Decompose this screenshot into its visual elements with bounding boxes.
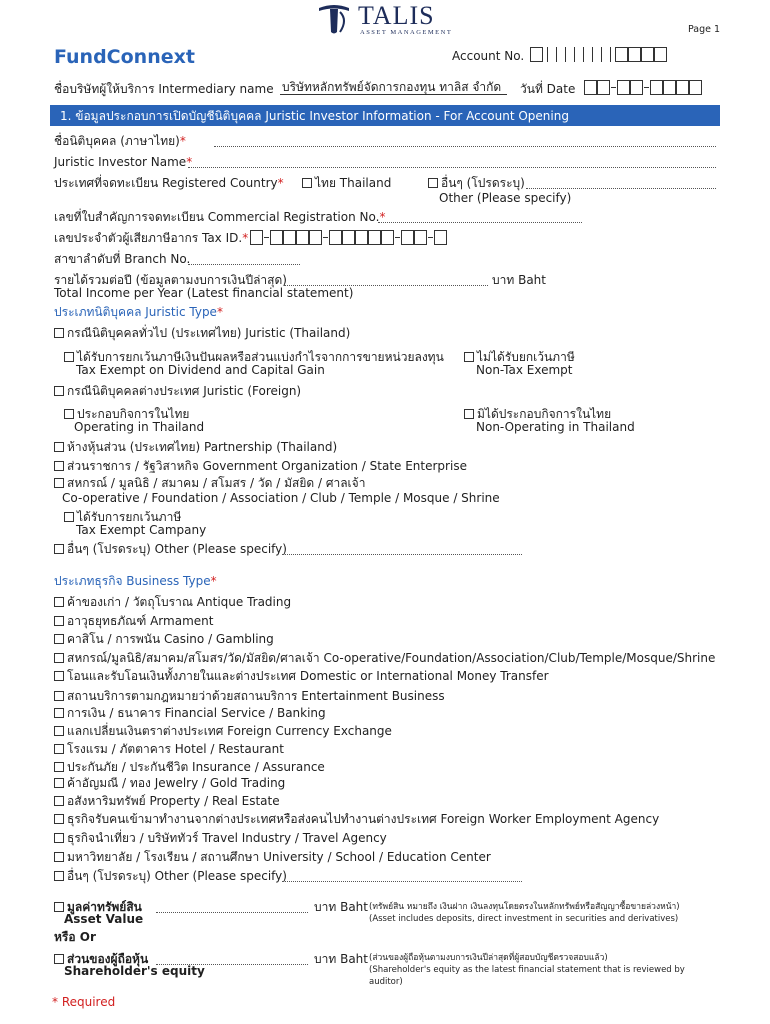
asset-note-en: (Asset includes deposits, direct investment in securities and derivatives) xyxy=(369,914,679,924)
income-th-label: รายได้รวมต่อปี (ข้อมูลตามงบการเงินปีล่าสุด) xyxy=(54,273,287,287)
business-type-title: ประเภทธุรกิจ Business Type* xyxy=(54,574,217,588)
operating-option[interactable]: ประกอบกิจการในไทย xyxy=(64,407,189,421)
business-type-option[interactable] xyxy=(54,812,659,826)
checkbox-icon[interactable] xyxy=(54,616,64,626)
checkbox-icon[interactable] xyxy=(54,691,64,701)
reg-no-input[interactable] xyxy=(378,212,582,223)
logo-text: TALIS xyxy=(358,1,435,30)
business-type-label: คาสิโน / การพนัน Casino / Gambling xyxy=(67,632,274,646)
account-label: Account No. xyxy=(452,49,525,63)
business-type-option[interactable] xyxy=(54,850,491,864)
business-type-option[interactable] xyxy=(54,724,392,738)
government-option[interactable]: ส่วนราชการ / รัฐวิสาหกิจ Government Organization / State Enterprise xyxy=(54,459,467,473)
country-other-input[interactable] xyxy=(526,178,716,189)
reg-no-label: เลขที่ใบสำคัญการจดทะเบียน Commercial Registration No.* xyxy=(54,210,386,224)
checkbox-icon[interactable] xyxy=(54,744,64,754)
equity-note-th: (ส่วนของผู้ถือหุ้นตามงบการเงินปีล่าสุดที่ผู้สอบบัญชีตรวจสอบแล้ว) xyxy=(369,953,608,963)
logo-subtext: ASSET MANAGEMENT xyxy=(360,29,453,36)
name-th-input[interactable] xyxy=(214,136,716,147)
checkbox-icon[interactable] xyxy=(54,778,64,788)
business-other-input[interactable] xyxy=(282,871,522,882)
checkbox-icon[interactable] xyxy=(54,762,64,772)
cooperative-option[interactable]: สหกรณ์ / มูลนิธิ / สมาคม / สโมสร / วัด / มัสยิด / ศาลเจ้า xyxy=(54,476,365,490)
intermediary-label: ชื่อบริษัทผู้ให้บริการ Intermediary name xyxy=(54,82,274,96)
business-type-option[interactable] xyxy=(54,689,445,703)
business-type-option[interactable] xyxy=(54,869,287,883)
non-tax-exempt-option[interactable]: ไม่ได้รับยกเว้นภาษี xyxy=(464,350,575,364)
asset-unit: บาท Baht xyxy=(314,900,368,914)
asset-en: Asset Value xyxy=(64,912,144,926)
business-type-option[interactable] xyxy=(54,632,274,646)
asset-note-th: (ทรัพย์สิน หมายถึง เงินฝาก เงินลงทุนโดยตรงในหลักทรัพย์หรือสัญญาซื้อขายล่วงหน้า) xyxy=(369,902,680,912)
business-type-label: ค้าอัญมณี / ทอง Jewelry / Gold Trading xyxy=(67,776,286,790)
page-number: Page 1 xyxy=(688,24,721,35)
income-en-label: Total Income per Year (Latest financial statement) xyxy=(54,286,354,300)
business-type-option[interactable] xyxy=(54,651,715,665)
business-type-option[interactable] xyxy=(54,669,549,683)
checkbox-icon[interactable] xyxy=(54,796,64,806)
business-type-option[interactable] xyxy=(54,831,387,845)
name-en-label: Juristic Investor Name* xyxy=(54,155,193,169)
asset-option[interactable]: มูลค่าทรัพย์สิน xyxy=(54,900,142,914)
business-type-label: โรงแรม / ภัตตาคาร Hotel / Restaurant xyxy=(67,742,284,756)
tax-exempt-company-en: Tax Exempt Campany xyxy=(76,523,207,537)
checkbox-icon[interactable] xyxy=(54,708,64,718)
country-thailand-option[interactable]: ไทย Thailand xyxy=(302,176,391,190)
cooperative-en: Co-operative / Foundation / Association / Club / Temple / Mosque / Shrine xyxy=(62,491,500,505)
intermediary-value[interactable]: บริษัทหลักทรัพย์จัดการกองทุน ทาลิส จำกัด xyxy=(280,80,507,95)
checkbox-icon[interactable] xyxy=(54,653,64,663)
equity-note-en2: auditor) xyxy=(369,977,403,987)
business-type-option[interactable] xyxy=(54,776,285,790)
juristic-other-input[interactable] xyxy=(282,544,522,555)
juristic-foreign-option[interactable]: กรณีนิติบุคคลต่างประเทศ Juristic (Foreign) xyxy=(54,384,301,398)
business-type-label: ธุรกิจนำเที่ยว / บริษัททัวร์ Travel Industry / Travel Agency xyxy=(67,831,387,845)
juristic-thai-option[interactable]: กรณีนิติบุคคลทั่วไป (ประเทศไทย) Juristic (Thailand) xyxy=(54,326,350,340)
business-type-label: การเงิน / ธนาคาร Financial Service / Banking xyxy=(67,706,326,720)
juristic-type-title: ประเภทนิติบุคคล Juristic Type* xyxy=(54,305,223,319)
business-type-option[interactable] xyxy=(54,760,325,774)
branch-label: สาขาลำดับที่ Branch No. xyxy=(54,252,191,266)
business-type-label: ประกันภัย / ประกันชีวิต Insurance / Assurance xyxy=(67,760,325,774)
page-title: FundConnext xyxy=(54,46,195,68)
juristic-other-option[interactable]: อื่นๆ (โปรดระบุ) Other (Please specify) xyxy=(54,542,287,556)
date-field[interactable] xyxy=(584,77,702,96)
checkbox-icon[interactable] xyxy=(54,634,64,644)
or-label: หรือ Or xyxy=(54,930,96,944)
checkbox-icon[interactable] xyxy=(54,671,64,681)
country-label: ประเทศที่จดทะเบียน Registered Country* xyxy=(54,176,284,190)
asset-input[interactable] xyxy=(156,902,308,913)
equity-en: Shareholder's equity xyxy=(64,964,205,978)
country-other-en: Other (Please specify) xyxy=(439,191,572,205)
business-type-label: สหกรณ์/มูลนิธิ/สมาคม/สโมสร/วัด/มัสยิด/ศาลเจ้า Co-operative/Foundation/Association/Club/Temple/Mosque/Shrine xyxy=(67,651,716,665)
business-type-label: มหาวิทยาลัย / โรงเรียน / สถานศึกษา University / School / Education Center xyxy=(67,850,491,864)
equity-unit: บาท Baht xyxy=(314,952,368,966)
business-type-option[interactable] xyxy=(54,794,280,808)
non-operating-option[interactable]: มิได้ประกอบกิจการในไทย xyxy=(464,407,611,421)
tax-exempt-en: Tax Exempt on Dividend and Capital Gain xyxy=(76,363,325,377)
talis-logo xyxy=(316,1,453,38)
business-type-option[interactable] xyxy=(54,706,326,720)
checkbox-icon[interactable] xyxy=(54,833,64,843)
tax-id-field[interactable] xyxy=(250,227,447,246)
income-input[interactable] xyxy=(284,275,488,286)
business-type-label: อสังหาริมทรัพย์ Property / Real Estate xyxy=(67,794,280,808)
section-title: 1. ข้อมูลประกอบการเปิดบัญชีนิติบุคคล Juristic Investor Information - For Account Opening xyxy=(60,109,569,123)
business-type-option[interactable] xyxy=(54,742,284,756)
country-other-option[interactable]: อื่นๆ (โปรดระบุ) xyxy=(428,176,525,190)
partnership-option[interactable]: ห้างหุ้นส่วน (ประเทศไทย) Partnership (Thailand) xyxy=(54,440,337,454)
equity-option[interactable]: ส่วนของผู้ถือหุ้น xyxy=(54,952,148,966)
talis-logo-icon xyxy=(316,2,352,36)
tax-exempt-company-option[interactable]: ได้รับการยกเว้นภาษี xyxy=(64,510,181,524)
name-th-label: ชื่อนิติบุคคล (ภาษาไทย)* xyxy=(54,134,186,148)
business-type-label: อาวุธยุทธภัณฑ์ Armament xyxy=(67,614,214,628)
business-type-option[interactable] xyxy=(54,614,213,628)
checkbox-icon[interactable] xyxy=(54,852,64,862)
required-footnote: * Required xyxy=(52,995,116,1009)
business-type-label: แลกเปลี่ยนเงินตราต่างประเทศ Foreign Currency Exchange xyxy=(67,724,392,738)
date-label: วันที่ Date xyxy=(520,82,576,96)
business-type-label: ค้าของเก่า / วัตถุโบราณ Antique Trading xyxy=(67,595,292,609)
account-number-field[interactable] xyxy=(530,44,667,62)
checkbox-icon[interactable] xyxy=(54,726,64,736)
checkbox-icon[interactable] xyxy=(54,597,64,607)
checkbox-icon[interactable] xyxy=(54,871,64,881)
non-tax-exempt-en: Non-Tax Exempt xyxy=(476,363,573,377)
business-type-label: สถานบริการตามกฎหมายว่าด้วยสถานบริการ Entertainment Business xyxy=(67,689,445,703)
non-operating-en: Non-Operating in Thailand xyxy=(476,420,635,434)
business-type-label: อื่นๆ (โปรดระบุ) Other (Please specify) xyxy=(67,869,287,883)
tax-id-label: เลขประจำตัวผู้เสียภาษีอากร Tax ID.* xyxy=(54,231,249,245)
name-en-input[interactable] xyxy=(188,157,716,168)
business-type-label: โอนและรับโอนเงินทั้งภายในและต่างประเทศ Domestic or International Money Transfer xyxy=(67,669,549,683)
branch-input[interactable] xyxy=(188,254,300,265)
income-unit: บาท Baht xyxy=(492,273,546,287)
business-type-option[interactable] xyxy=(54,595,291,609)
tax-exempt-option[interactable]: ได้รับการยกเว้นภาษีเงินปันผลหรือส่วนแบ่งกำไรจากการขายหน่วยลงทุน xyxy=(64,350,444,364)
equity-note-en1: (Shareholder's equity as the latest financial statement that is reviewed by xyxy=(369,965,685,975)
business-type-label: ธุรกิจรับคนเข้ามาทำงานจากต่างประเทศหรือส่งคนไปทำงานต่างประเทศ Foreign Worker Employment Agency xyxy=(67,812,660,826)
operating-en: Operating in Thailand xyxy=(74,420,205,434)
checkbox-icon[interactable] xyxy=(54,814,64,824)
